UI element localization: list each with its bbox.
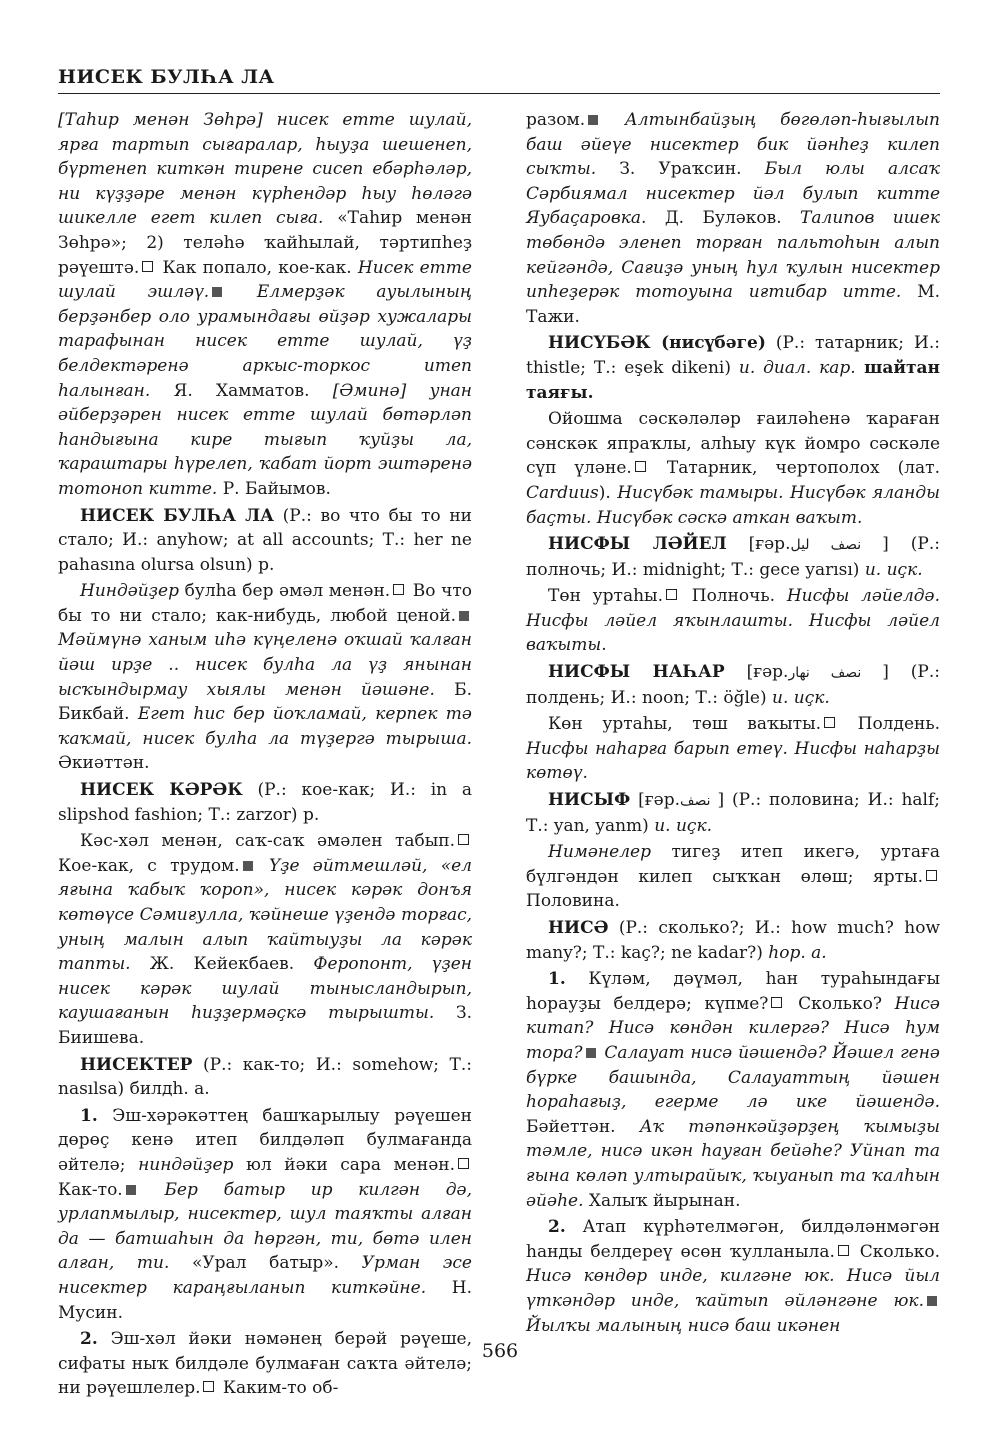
- entry: НИСЫФ [ғәр. نصف] (Р.: половина; И.: half; Т.: yan, yanm) и. иҫк.: [526, 790, 941, 836]
- paragraph: Нимәнелер тигеҙ итеп икегә, уртаға бүлгәндән килеп сыҡҡан өлөш; ярты. Половина.: [526, 842, 940, 912]
- headword: НИСЕК БУЛҺА ЛА: [80, 505, 274, 526]
- entry: НИСҮБӘК (нисүбәге) (Р.: татарник; И.: thistle; Т.: eşek dikeni) и. диал. кар. шайтан таяғы.: [526, 333, 940, 403]
- running-head: НИСЕК БУЛҺА ЛА: [58, 66, 275, 88]
- entry: НИСФЫ ЛӘЙЕЛ [ғәр. نصف ليل] (Р.: полночь; И.: midnight; Т.: gece yarısı) и. иҫк.: [526, 534, 940, 580]
- open-square-icon: [838, 1245, 849, 1256]
- headword: НИСЕК КӘРӘК: [80, 780, 243, 801]
- open-square-icon: [666, 589, 677, 600]
- paragraph: Төн уртаһы. Полночь. Нисфы ләйелдә. Нисфы ләйел яҡынлашты. Нисфы ләйел ваҡыты.: [526, 586, 941, 656]
- headword: НИСҮБӘК (нисүбәге): [548, 333, 766, 354]
- right-column: [526, 108, 940, 1340]
- entry: НИСЕКТЕР (Р.: как-то; И.: somehow; Т.: nasılsa) билдһ. а.: [58, 1054, 472, 1100]
- paragraph: разом. Алтынбайҙың бөгөләп-һығылып баш әйеүе нисектер бик йәнһеҙ килеп сыҡты. З. Ураҡсин. Был юлы алсаҡ Сәрбиямал нисектер йәл булып китте Яубаҫаровка. Д. Буләков. Талипов ишек төбөндә эленеп торған пальтоһын алып кейгәндә, Сағиҙә уның һул ҡулын нисектер ипһеҙерәк тотоуына иғтибар итте. М. Тажи.: [526, 110, 940, 327]
- open-square-icon: [635, 461, 646, 472]
- headword: НИСЕКТЕР: [80, 1054, 193, 1075]
- filled-square-icon: [243, 861, 253, 871]
- open-square-icon: [142, 261, 153, 272]
- paragraph: Ниндәйҙер булһа бер әмәл менән. Во что бы то ни стало; как-нибудь, любой ценой. Мәймүнә ханым иһә күңеленә оҡшай ҡалған йәш ирҙе .. нисек булһа ла үҙ янынан ысҡындырмау хыялы менән йәшәне. Б. Бикбай. Егет һис бер йоҡламай, керпек тә ҡаҡмай, нисек булһа ла түҙергә тырыша. Әкиәттән.: [58, 581, 472, 774]
- page-number: 566: [481, 1340, 519, 1362]
- paragraph: 2. Эш-хәл йәки нәмәнең берәй рәүеше, сифаты ныҡ билдәле булмаған саҡта әйтелә; ни рәүешлелер. Каким-то об-: [58, 1329, 472, 1399]
- paragraph: [Таһир менән Зөһрә] нисек етте шулай, ярға тартып сығаралар, һыуҙа шешенеп, бүртенеп киткән тирене сисеп ебәрһәләр, ни күҙҙәре менән күрһендәр һыу һөләгә шикелле егет килеп сыға. «Таһир менән Зөһрә»; 2) теләһә ҡайһылай, тәртипһеҙ рәүештә. Как попало, кое-как. Нисек етте шулай эшләү. Елмерҙәк ауылының берҙәнбер оло урамындағы өйҙәр хужалары тарафынан нисек етте шулай, үҙ белдектәренә аркыс-торкос итеп һалынған. Я. Хамматов. [Әминә] унан әйберҙәрен нисек етте шулай бөтәрләп һандығына кире тығып ҡуйҙы ла, ҡараштары һүрелеп, ҡабат йорт эштәренә тотоноп китте. Р. Байымов.: [58, 110, 473, 499]
- entry: НИСЕК КӘРӘК (Р.: кое-как; И.: in a slipshod fashion; Т.: zarzor) р.: [58, 780, 473, 825]
- paragraph: 2. Атап күрһәтелмәгән, билдәләнмәгән һанды белдереү өсөн ҡулланыла. Сколько. Нисә көндөр инде, килгәне юк. Нисә йыл үткәндәр инде, ҡайтып әйләнгәне юк. Йылҡы малының нисә баш икәнен: [526, 1217, 940, 1336]
- left-column: [58, 108, 472, 1403]
- arabic-script: نصف نهار: [788, 665, 883, 682]
- open-square-icon: [458, 834, 469, 845]
- headword: НИСФЫ НАҺАР: [548, 662, 725, 683]
- filled-square-icon: [126, 1185, 136, 1195]
- open-square-icon: [926, 870, 937, 881]
- open-square-icon: [458, 1158, 469, 1169]
- entry: НИСӘ (Р.: сколько?; И.: how much? how many?; Т.: kaç?; ne kadar?) һор. а.: [526, 918, 940, 963]
- filled-square-icon: [927, 1296, 937, 1306]
- paragraph: 1. Күләм, дәүмәл, һан тураһындағы һорауҙы белдерә; күпме? Сколько? Нисә китап? Нисә көндән килергә? Нисә һум тора? Салауат нисә йәшендә? Йәшел генә бүрке башында, Салауаттың йәшен һораһағыҙ, егерме лә ике йәшендә. Бәйеттән. Аҡ тәпәнкәйҙәрҙең ҡымыҙы тәмле, нисә икән һауған бейәһе? Уйнап та ғына көләп ултырайыҡ, ҡыуанып та ҡалһын әйәһе. Халыҡ йырынан.: [526, 969, 940, 1211]
- paragraph: Көн уртаһы, төш ваҡыты. Полдень. Нисфы наһарға барып етеү. Нисфы наһарҙы көтөү.: [526, 714, 941, 784]
- entry: НИСФЫ НАҺАР [ғәр. نصف نهار] (Р.: полдень; И.: noon; Т.: öğle) и. иҫк.: [526, 662, 941, 708]
- headword: НИСФЫ ЛӘЙЕЛ: [548, 534, 727, 555]
- open-square-icon: [771, 997, 782, 1008]
- open-square-icon: [203, 1381, 214, 1392]
- entry: НИСЕК БУЛҺА ЛА (Р.: во что бы то ни стало; И.: anyhow; at all accounts; Т.: her ne pahasına olursa olsun) р.: [58, 505, 472, 575]
- arabic-script: نصف ليل: [790, 537, 883, 554]
- paragraph: Ойошма сәскәләләр ғаиләһенә ҡараған сәнскәк япраҡлы, алһыу күк йомро сәскәле сүп үләне. Татарник, чертополох (лат. Carduus). Нисүбәк тамыры. Нисүбәк яланды баҫты. Нисүбәк сәскә аткан ваҡыт.: [526, 409, 940, 528]
- filled-square-icon: [588, 115, 598, 125]
- paragraph: Кәс-хәл менән, саҡ-саҡ әмәлен табып. Кое-как, с трудом. Үҙе әйтмешләй, «ел яғына ҡабыҡ ҡороп», нисек кәрәк донъя көтөүсе Сәмиғулла, ҡәйнеше үҙендә торғас, уның малын алып ҡайтыуҙы ла кәрәк тапты. Ж. Кейекбаев. Феропонт, үҙен нисек кәрәк шулай тынысландырып, каушағанын һиҙҙермәҫкә тырышты. З. Биишева.: [58, 831, 472, 1048]
- filled-square-icon: [459, 611, 469, 621]
- headword: НИСӘ: [548, 918, 609, 938]
- header-rule: [58, 93, 940, 94]
- arabic-script: نصف: [679, 793, 718, 810]
- headword: НИСЫФ: [548, 790, 631, 811]
- open-square-icon: [824, 717, 835, 728]
- filled-square-icon: [212, 287, 222, 297]
- filled-square-icon: [586, 1048, 596, 1058]
- open-square-icon: [393, 584, 404, 595]
- paragraph: 1. Эш-хәрәкәттең башҡарылыу рәүешен дөрөҫ кенә итеп билдәләп булмағанда әйтелә; ниндәйҙер юл йәки сара менән. Как-то. Бер батыр ир килгән дә, урлапмылыр, нисектер, шул таяҡты алған да — батшаһын да һөргән, ти, бөтә илен алған, ти. «Урал батыр». Урман эсе нисектер караңғыланып киткәйне. Н. Мусин.: [58, 1105, 472, 1323]
